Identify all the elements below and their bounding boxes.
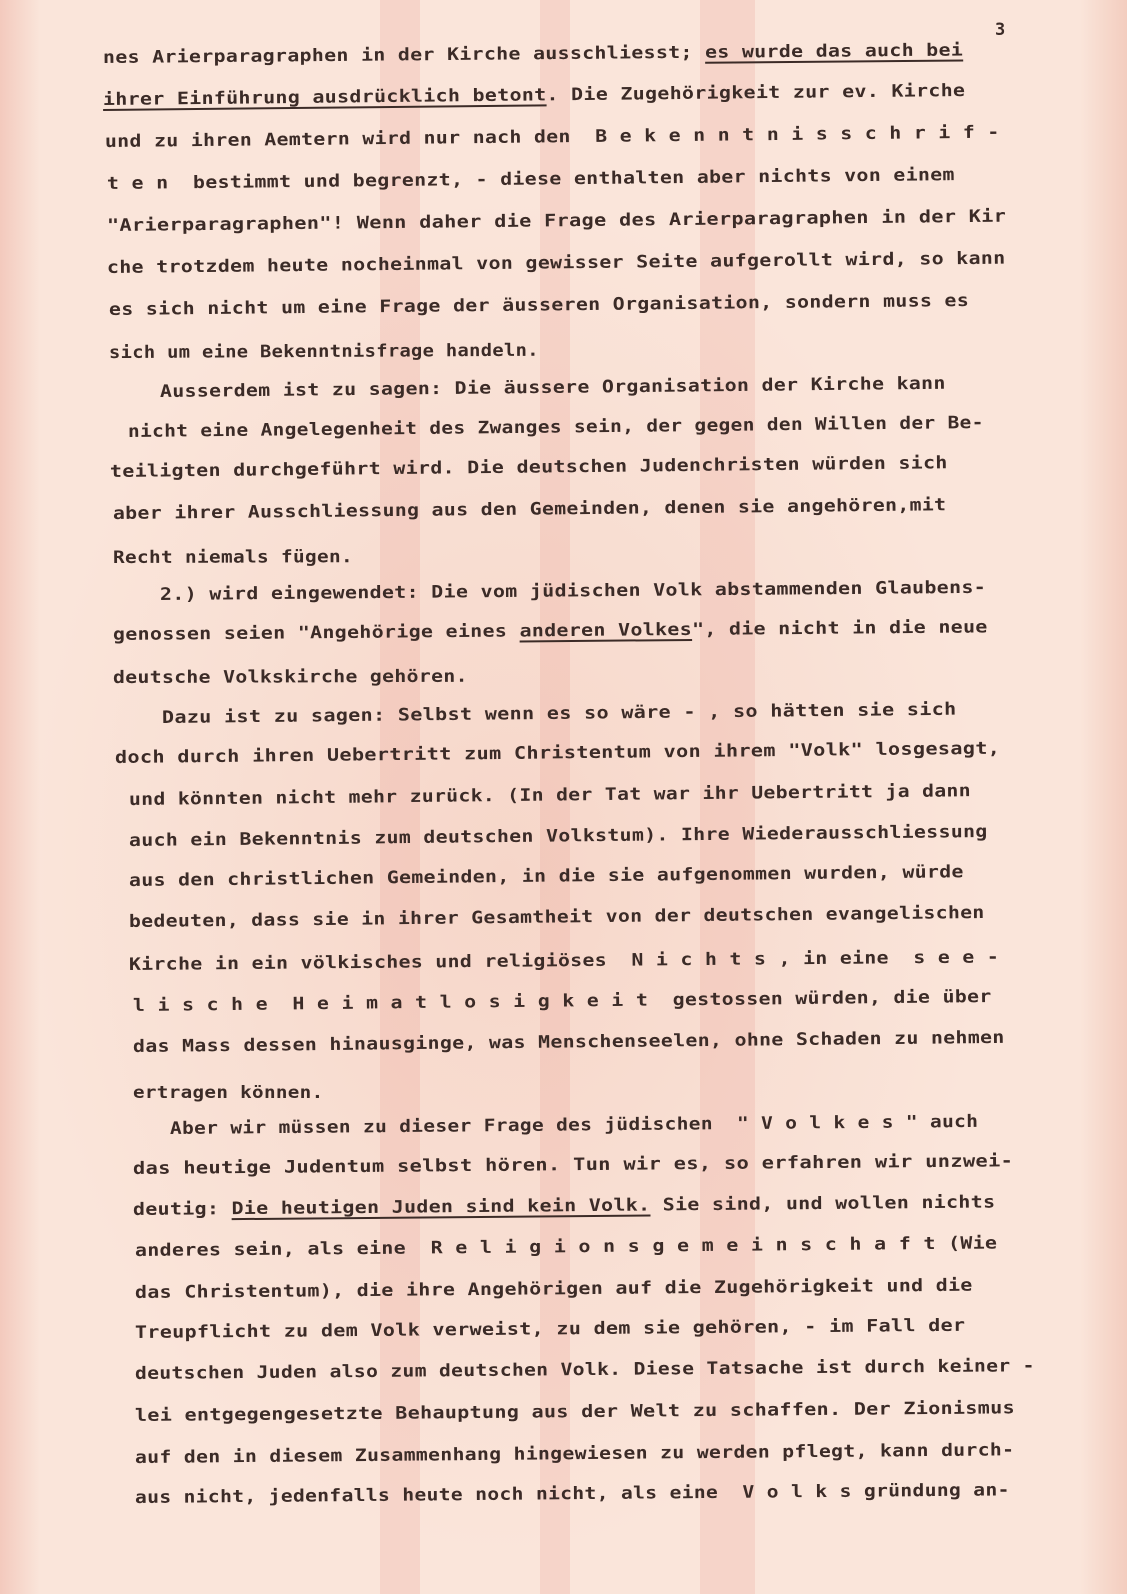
line-text: Ausserdem ist zu sagen: Die äussere Organisation der Kirche kann <box>159 373 946 402</box>
line-text: das Christentum), die ihre Angehörigen auf die Zugehörigkeit und die <box>134 1275 973 1303</box>
line-text: auch ein Bekenntnis zum deutschen Volkstum). Ihre Wiederausschliessung <box>128 822 988 851</box>
line-text: doch durch ihren Uebertritt zum Christentum von ihrem "Volk" losgesagt, <box>114 738 1001 768</box>
text-line <box>135 1398 1015 1426</box>
line-text: ertragen können. <box>133 1083 324 1103</box>
text-line <box>133 1192 996 1220</box>
text-line <box>135 1276 973 1303</box>
line-text: nes Arierparagraphen in der Kirche ausschliesst; <box>102 42 706 68</box>
line-text: deutsche Volkskirche gehören. <box>112 666 468 688</box>
line-text: che trotzdem heute nocheinmal von gewisser Seite aufgerollt wird, so kann <box>106 248 1006 278</box>
text-line <box>160 374 946 402</box>
text-line <box>110 453 948 482</box>
line-text: auf den in diesem Zusammenhang hingewiesen zu werden pflegt, kann durch- <box>134 1440 1015 1468</box>
line-text: deutig: <box>132 1199 232 1220</box>
line-text: 2.) wird eingewendet: Die vom jüdischen Volk abstammenden Glaubens- <box>159 577 987 605</box>
line-text: aus den christlichen Gemeinden, in die sie aufgenommen wurden, würde <box>128 862 964 891</box>
text-line <box>103 40 963 68</box>
line-text: Sie sind, und wollen nichts <box>650 1192 996 1216</box>
text-line <box>135 1440 1014 1468</box>
page-number: 3 <box>995 20 1006 40</box>
text-line <box>170 1112 978 1139</box>
text-line <box>107 165 955 194</box>
text-line <box>135 1316 966 1343</box>
text-line <box>135 1356 1035 1384</box>
line-text: teiligten durchgeführt wird. Die deutschen Judenchristen würden sich <box>109 453 948 482</box>
text-line <box>113 495 947 524</box>
line-text: das heutige Judentum selbst hören. Tun wir es, so erfahren wir unzwei- <box>132 1151 1014 1179</box>
underlined-text: ihrer Einführung ausdrücklich betont <box>102 85 547 110</box>
line-text: aus nicht, jedenfalls heute noch nicht, als eine V o l k s gründung an- <box>134 1480 1010 1508</box>
line-text: es sich nicht um eine Frage der äusseren Organisation, sondern muss es <box>108 290 970 320</box>
text-line <box>160 578 986 605</box>
line-text: anderes sein, als eine R e l i g i o n s g e m e i n s c h a f t (Wie <box>134 1233 998 1261</box>
text-line <box>113 547 353 568</box>
text-line <box>129 947 999 975</box>
text-line <box>135 1480 1010 1508</box>
line-text: deutschen Juden also zum deutschen Volk. Diese Tatsache ist durch keiner - <box>134 1356 1035 1384</box>
text-line <box>113 667 468 688</box>
line-text: aber ihrer Ausschliessung aus den Gemeinden, denen sie angehören,mit <box>112 495 947 524</box>
underlined-text: es wurde das auch bei <box>704 40 964 63</box>
text-line <box>162 700 957 728</box>
line-text: "Arierparagraphen"! Wenn daher die Frage des Arierparagraphen in der Kir <box>106 206 1007 236</box>
line-text: t e n bestimmt und begrenzt, - diese enthalten aber nichts von einem <box>106 165 955 194</box>
line-text: und könnten nicht mehr zurück. (In der Tat war ihr Uebertritt ja dann <box>128 781 972 810</box>
line-text: nicht eine Angelegenheit des Zwanges sein, der gegen den Willen der Be- <box>127 413 984 442</box>
line-text: ", die nicht in die neue <box>691 617 988 640</box>
line-text: Aber wir müssen zu dieser Frage des jüdischen " V o l k e s " auch <box>169 1111 979 1139</box>
text-line <box>109 341 539 363</box>
text-line <box>113 617 988 645</box>
line-text: l i s c h e H e i m a t l o s i g k e i t gestossen würden, die über <box>132 987 992 1016</box>
line-text: . Die Zugehörigkeit zur ev. Kirche <box>546 80 966 106</box>
underlined-text: Die heutigen Juden sind kein Volk. <box>231 1195 651 1220</box>
line-text: das Mass dessen hinausginge, was Menschenseelen, ohne Schaden zu nehmen <box>132 1027 1005 1057</box>
underlined-text: anderen Volkes <box>519 619 693 642</box>
line-text: bedeuten, dass sie in ihrer Gesamtheit von der deutschen evangelischen <box>128 903 985 932</box>
line-text: Recht niemals fügen. <box>112 547 354 568</box>
line-text: lei entgegengesetzte Behauptung aus der Welt zu schaffen. Der Zionismus <box>134 1398 1016 1426</box>
line-text: Dazu ist zu sagen: Selbst wenn es so wäre - , so hätten sie sich <box>161 699 957 728</box>
text-line <box>133 1151 1013 1179</box>
line-text: Kirche in ein völkisches und religiöses N i c h t s , in eine s e e - <box>128 947 1000 975</box>
text-line <box>135 1233 998 1261</box>
line-text: Treupflicht zu dem Volk verweist, zu dem sie gehören, - im Fall der <box>134 1315 966 1343</box>
text-line <box>103 81 966 110</box>
line-text: und zu ihren Aemtern wird nur nach den B e k e n n t n i s s c h r i f - <box>104 122 1000 152</box>
line-text: sich um eine Bekenntnisfrage handeln. <box>108 340 539 363</box>
line-text: genossen seien "Angehörige eines <box>112 621 520 645</box>
text-line <box>133 1083 323 1103</box>
